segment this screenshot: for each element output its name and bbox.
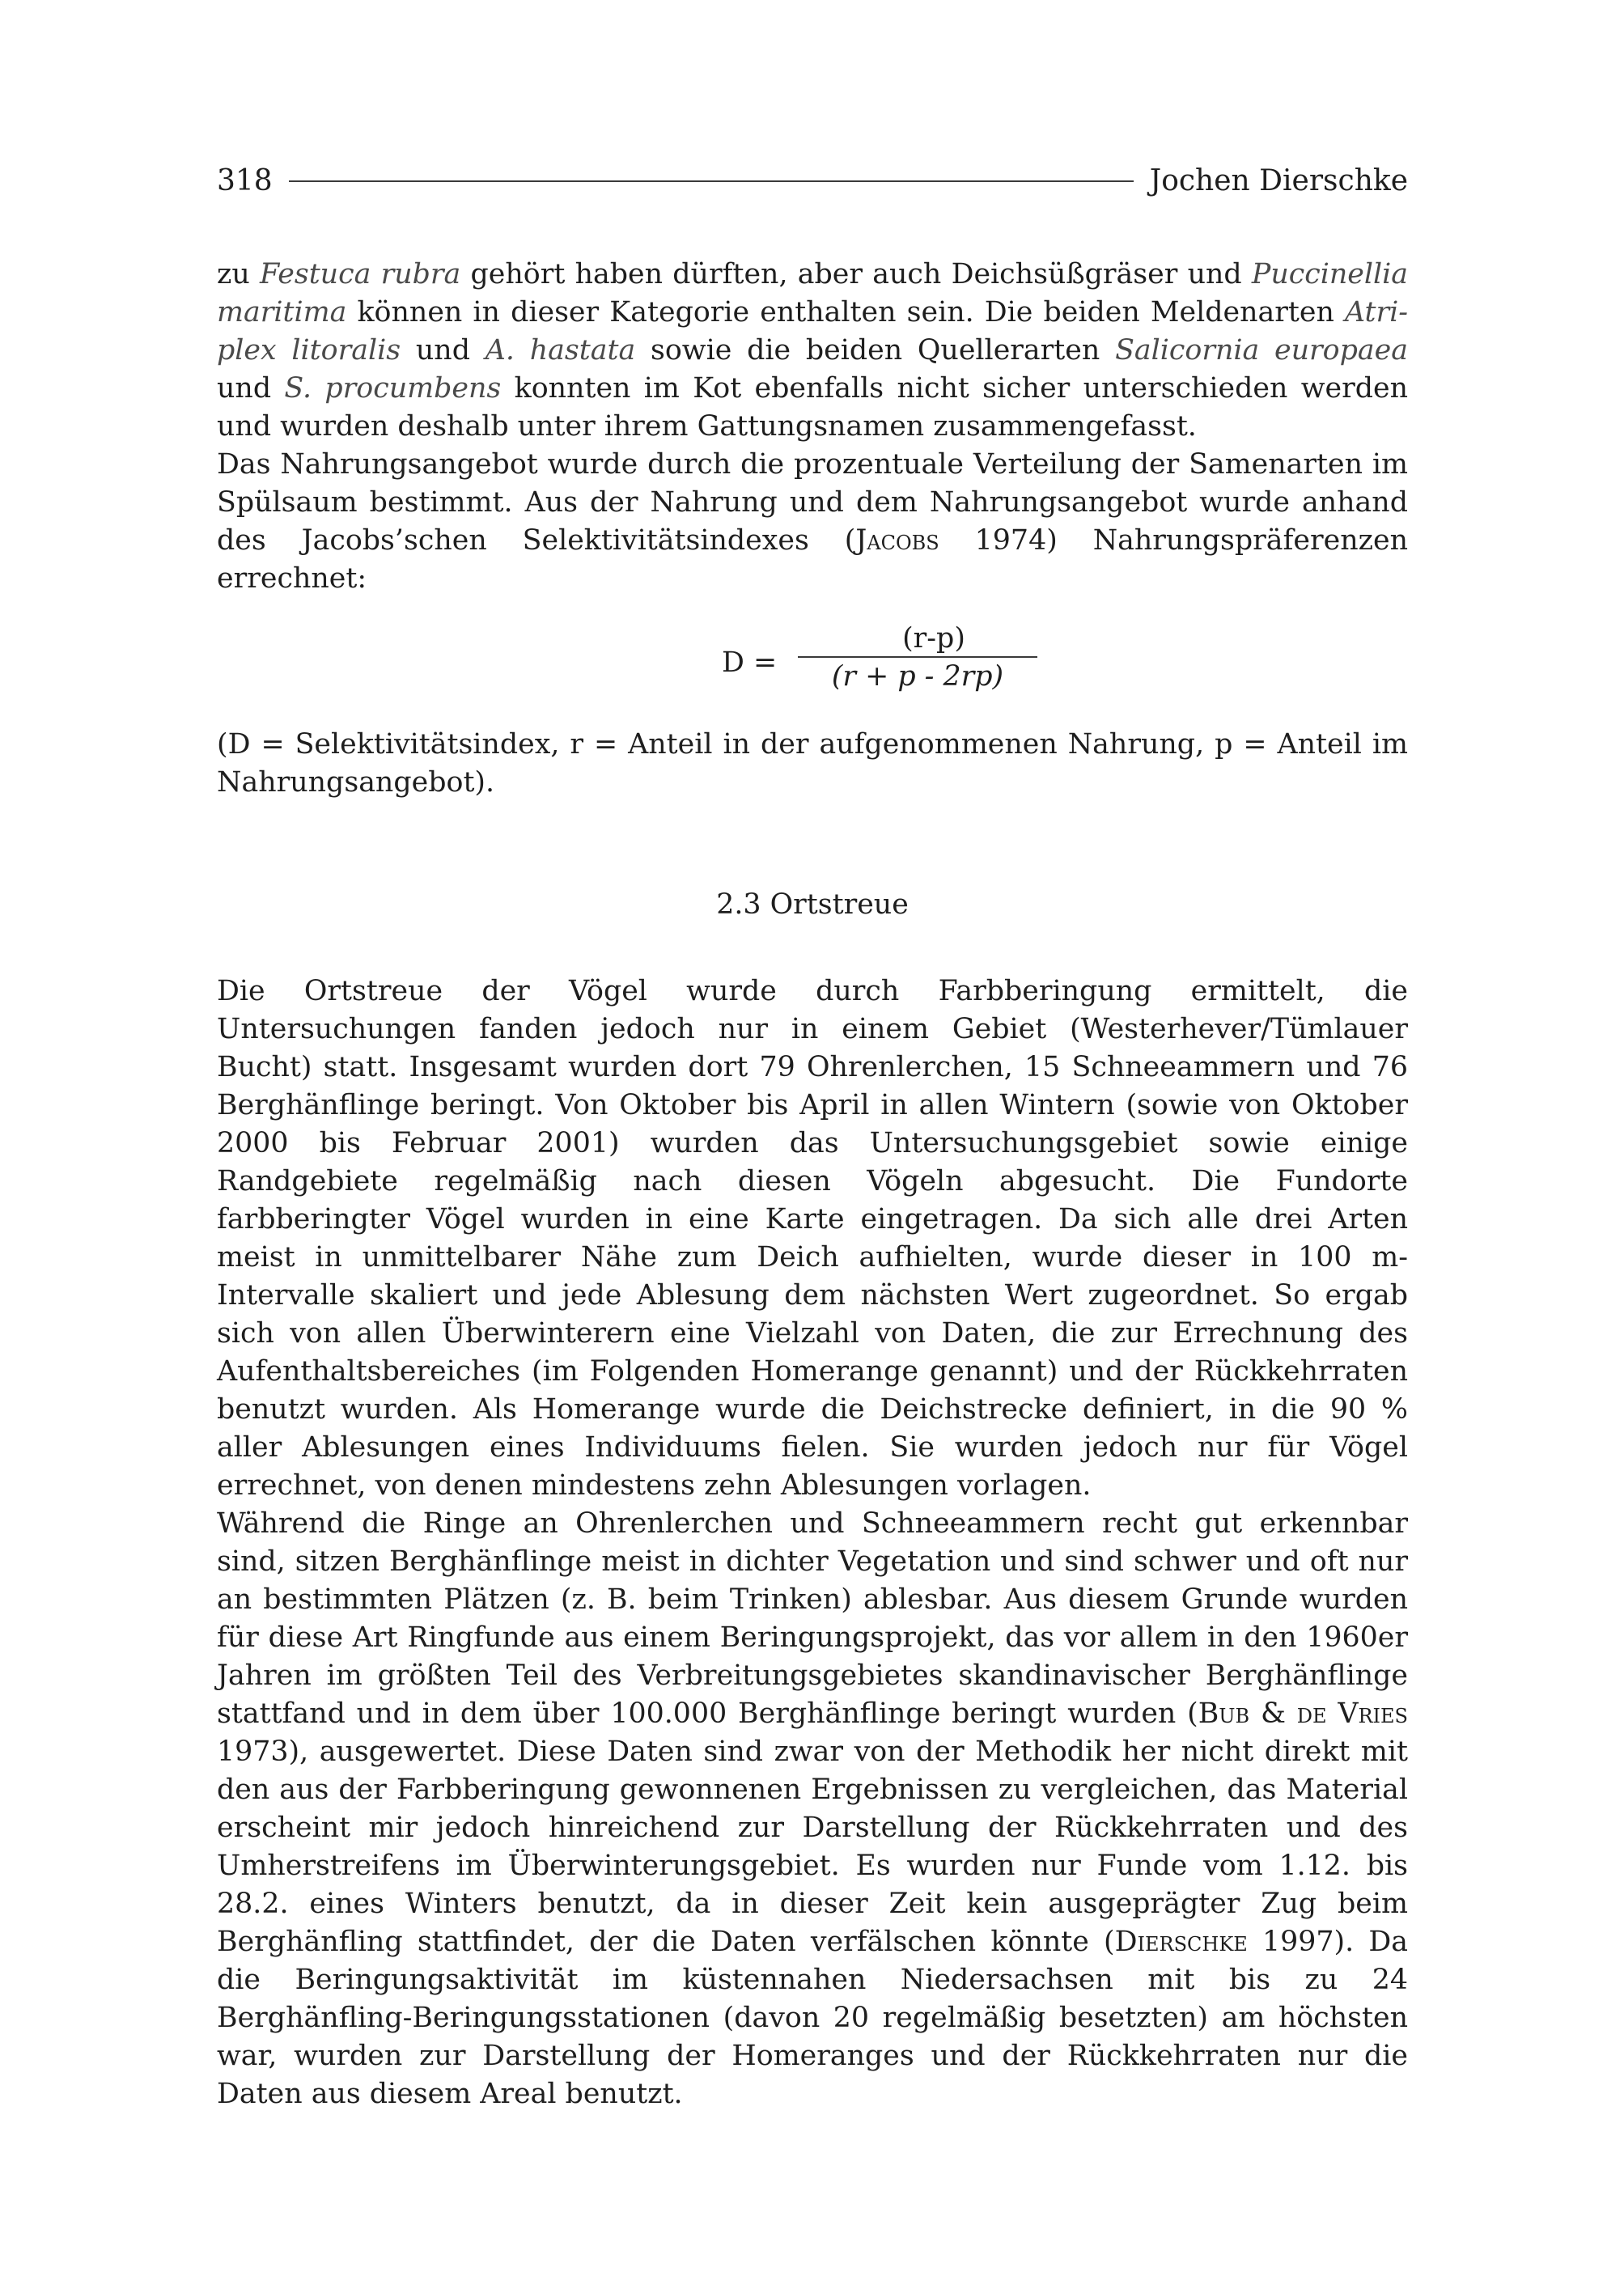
species-name: Festuca rubra [260,258,461,290]
page [217,0,1408,2293]
species-name: Salicornia europaea [1115,334,1408,367]
paragraph-5 [217,1505,1408,2113]
citation-author: Bub [1198,1697,1250,1730]
text-run: und [217,372,285,405]
paragraph-4: Die Ortstreue der Vögel wurde durch Farbberingung ermittelt, die Untersuchungen fanden jedoch nur in einem Gebiet (Westerhever/Tümlauer Bucht) statt. Insgesamt wurden dort 79 Ohrenlerchen, 15 Schneeammern und 76 Berghänflinge beringt. Von Oktober bis April in allen Wintern (sowie von Oktober 2000 bis Februar 2001) wurden das Untersuchungsgebiet sowie einige Randgebiete regelmäßig nach diesen Vögeln abgesucht. Die Fundorte farbberingter Vögel wurden in eine Karte eingetragen. Da sich alle drei Arten meist in unmittelbarer Nähe zum Deich aufhielten, wurde dieser in 100 m-Intervalle skaliert und jede Ablesung dem nächsten Wert zugeordnet. So ergab sich von allen Überwinterern eine Vielzahl von Daten, die zur Errechnung des Aufenthaltsbereiches (im Folgenden Homerange genannt) und der Rückkehrraten benutzt wurden. Als Homerange wurde die Deichstrecke definiert, in die 90 % aller Ablesungen eines Individuums fielen. Sie wurden jedoch nur für Vögel errechnet, von denen mindestens zehn Ablesungen vorlagen. [217,975,1408,1502]
text-run: können in dieser Kategorie enthalten sein. Die beiden Meldenarten [346,296,1345,328]
text-run: 1973), ausgewertet. Diese Daten sind zwar von der Methodik her nicht direkt mit den aus der Farbberingung gewonnenen Ergebnissen zu vergleichen, das Material erscheint mir jedoch hinreichend zur Darstellung der Rückkehrraten und des Umherstreifens im Überwinterungsgebiet. Es wurden nur Funde vom 1.12. bis 28.2. eines Winters benutzt, da in dieser Zeit kein ausgeprägter Zug beim Berghänfling stattfindet, der die Daten verfälschen könnte ( [217,1736,1408,1958]
species-name: Atriplex litoralis [217,296,1408,367]
text-run: & [1249,1697,1297,1730]
paragraph-1 [217,256,1408,446]
body-text [217,256,1408,2113]
citation-author: Dierschke [1114,1926,1248,1958]
text-run: gehört haben dürften, aber auch Deichsüßgräser und [460,258,1252,290]
species-name: S. procumbens [284,372,502,405]
selectivity-formula [217,614,1408,705]
text-run: und [401,334,486,367]
paragraph-2 [217,446,1408,598]
text-run: 1997). Da die Beringungsaktivität im küstennahen Niedersachsen mit bis zu 24 Berghänfling-Beringungsstationen (davon 20 regelmäßig besetzten) am höchsten war, wurden zur Darstellung der Homeranges und der Rückkehrraten nur die Daten aus diesem Areal benutzt. [217,1926,1408,2110]
formula-numerator: (r-p) [798,621,1037,658]
text-run: Das Nahrungsangebot wurde durch die prozentuale Verteilung der Samenarten im Spülsaum bestimmt. Aus der Nahrung und dem Nahrungsangebot wurde anhand des Jacobs’schen Selektivitätsindexes ( [217,448,1408,557]
paragraph-3: (D = Selektivitätsindex, r = Anteil in der aufgenommenen Nahrung, p = Anteil im Nahrungsangebot). [217,728,1408,799]
running-head-author: Jochen Dierschke [1149,164,1408,197]
species-name: A. hastata [485,334,636,367]
text-run: sowie die beiden Quellerarten [635,334,1116,367]
formula-denominator: (r + p - 2rp) [831,660,1004,693]
text-run: konnten im Kot ebenfalls nicht sicher unterschieden werden und wurden deshalb unter ihrem Gattungsnamen zusammengefasst. [217,372,1409,443]
page-number: 318 [217,164,273,197]
formula-lhs: D = [722,646,778,679]
header-rule [289,180,1134,182]
text-run: Während die Ringe an Ohrenlerchen und Schneeammern recht gut erkennbar sind, sitzen Berghänflinge meist in dichter Vegetation und sind schwer und oft nur an bestimmten Plätzen (z. B. beim Trinken) ablesbar. Aus diesem Grunde wurden für diese Art Ringfunde aus einem Beringungsprojekt, das vor allem in den 1960er Jahren im größten Teil des Verbreitungsgebietes skandinavischer Berghänflinge stattfand und in dem über 100.000 Berghänflinge beringt wurden ( [217,1507,1408,1730]
species-name: Puccinellia maritima [217,258,1408,328]
citation-author: de Vries [1296,1697,1408,1730]
text-run: 1974) Nahrungspräferenzen errechnet: [217,524,1408,595]
running-head [217,162,1408,201]
citation-author: Jacobs [855,524,939,557]
text-run: zu [217,258,260,290]
formula-fraction [798,621,1037,695]
section-heading: 2.3 Ortstreue [716,888,909,921]
